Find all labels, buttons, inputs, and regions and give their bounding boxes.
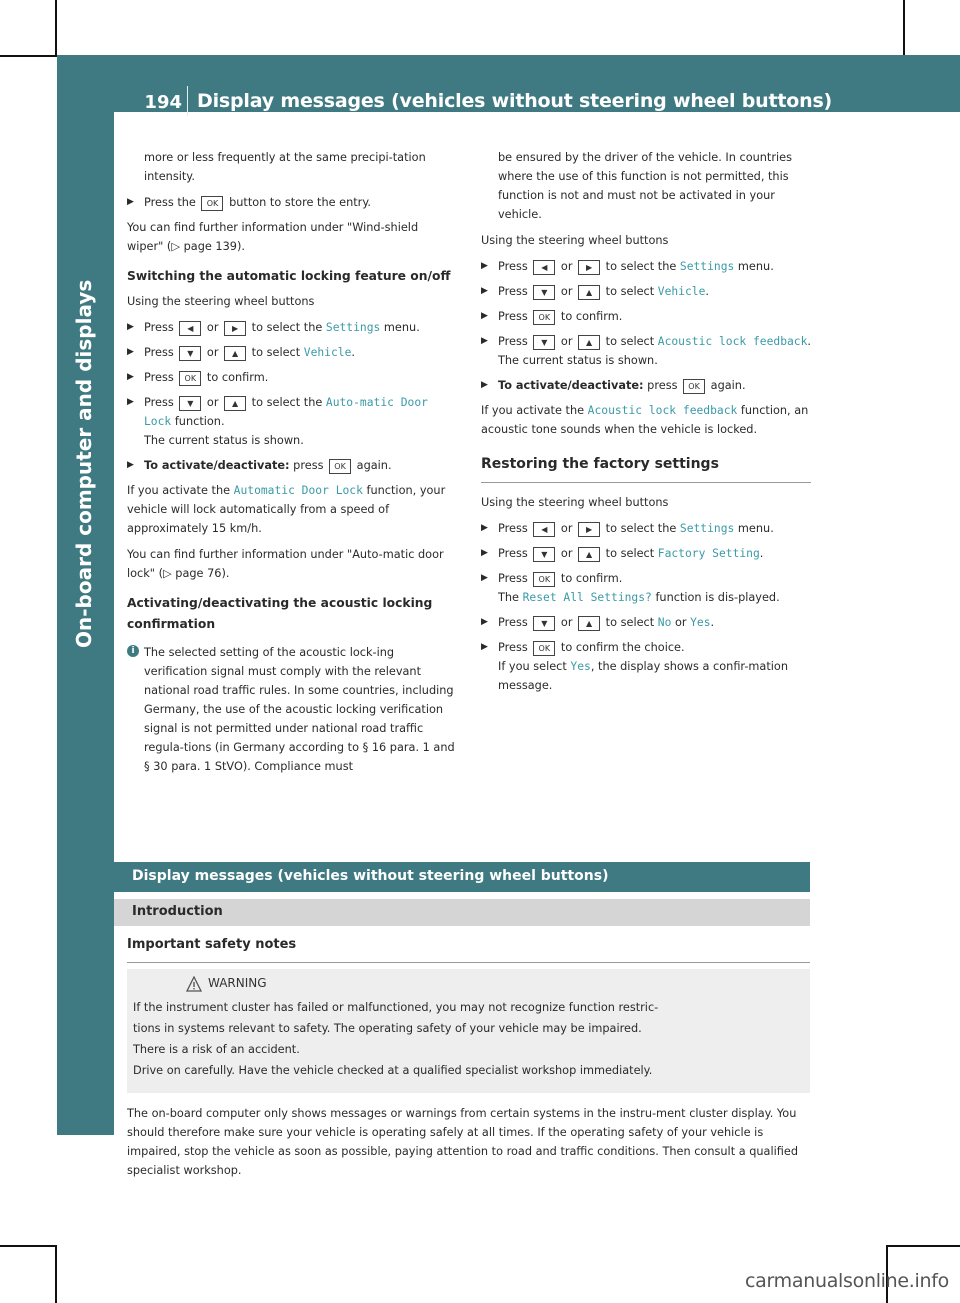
ok-key-icon: OK	[533, 641, 555, 656]
text: to select the	[605, 260, 677, 273]
page-title: Display messages (vehicles without steering wheel buttons)	[197, 90, 833, 112]
option-no: No	[657, 616, 672, 629]
up-key-icon: ▲	[578, 285, 600, 300]
warning-line: If the instrument cluster has failed or malfunctioned, you may not recognize function restric-	[133, 1001, 659, 1014]
text: To activate/deactivate:	[498, 379, 644, 392]
text: menu.	[737, 260, 774, 273]
arrow-icon: ▶	[481, 523, 488, 533]
crop-mark	[55, 1245, 57, 1303]
text: Press	[144, 321, 174, 334]
body-paragraph: The on-board computer only shows messages or warnings from certain systems in the instru-ment cluster display. You should therefore make sure your vehicle is operating safely at all times. If the operating safety of your vehicle is impaired, stop the vehicle as soon as possible, paying attention to road and traffic conditions. Then consult a qualified specialist workshop.	[127, 1107, 798, 1177]
text: Press	[144, 371, 174, 384]
text: Press	[498, 547, 528, 560]
ok-key-icon: OK	[533, 310, 555, 325]
arrow-icon: ▶	[127, 372, 134, 382]
crop-mark	[0, 55, 57, 57]
crop-mark	[55, 0, 57, 55]
step	[127, 343, 457, 362]
step	[127, 456, 457, 475]
step	[481, 544, 811, 563]
text: or	[560, 285, 573, 298]
text: press	[647, 379, 678, 392]
text: to confirm.	[560, 310, 623, 323]
paragraph: be ensured by the driver of the vehicle. In countries where the use of this function is not permitted, this function is not and must not be activated in your vehicle.	[498, 151, 792, 221]
text: If you activate the	[127, 484, 231, 497]
chapter-label: On-board computer and displays	[72, 279, 96, 648]
text: again.	[710, 379, 746, 392]
right-key-icon: ▶	[578, 260, 600, 275]
text: to select the	[605, 522, 677, 535]
text: Press	[498, 310, 528, 323]
arrow-icon: ▶	[481, 642, 488, 652]
text: Press	[498, 641, 528, 654]
paragraph	[127, 481, 457, 538]
right-key-icon: ▶	[578, 522, 600, 537]
paragraph: Using the steering wheel buttons	[127, 295, 315, 308]
text: press	[293, 459, 324, 472]
step	[127, 368, 457, 387]
warning-text	[133, 997, 803, 1081]
text: to confirm.	[560, 572, 623, 585]
crop-mark	[0, 1245, 57, 1247]
text: to confirm the choice.	[560, 641, 685, 654]
paragraph: You can find further information under "Wind-shield wiper" (▷ page 139).	[127, 221, 419, 253]
menu-name: Settings	[679, 260, 735, 273]
step	[127, 393, 457, 450]
crop-mark	[903, 0, 905, 55]
step	[481, 332, 811, 370]
text: To activate/deactivate:	[144, 459, 290, 472]
step	[481, 307, 811, 326]
arrow-icon: ▶	[481, 286, 488, 296]
paragraph	[481, 401, 811, 439]
right-key-icon: ▶	[224, 321, 246, 336]
menu-name: Vehicle	[303, 346, 352, 359]
text: or	[674, 616, 687, 629]
text: function, an acoustic tone sounds when the vehicle is locked.	[481, 404, 809, 436]
ok-key-icon: OK	[201, 196, 223, 211]
arrow-icon: ▶	[481, 380, 488, 390]
text: function is dis-played.	[655, 591, 780, 604]
text: Press	[498, 572, 528, 585]
watermark: carmanualsonline.info	[745, 1270, 949, 1292]
function-name: Acoustic lock feedback	[587, 404, 738, 417]
text: to select	[251, 346, 301, 359]
text: or	[560, 616, 573, 629]
section-banner-title: Display messages (vehicles without steering wheel buttons)	[132, 868, 609, 884]
arrow-icon: ▶	[127, 322, 134, 332]
step	[481, 638, 811, 695]
step	[481, 257, 811, 276]
text: Press	[144, 396, 174, 409]
text: to select	[605, 547, 655, 560]
text: or	[560, 522, 573, 535]
left-key-icon: ◀	[533, 522, 555, 537]
crop-mark	[886, 1245, 960, 1247]
paragraph: more or less frequently at the same precipi-tation intensity.	[144, 151, 426, 183]
text: or	[560, 335, 573, 348]
text: button to store the entry.	[229, 196, 371, 209]
info-note	[127, 643, 457, 776]
left-key-icon: ◀	[533, 260, 555, 275]
arrow-icon: ▶	[127, 397, 134, 407]
function-name: Auto-matic Door Lock	[144, 396, 428, 428]
arrow-icon: ▶	[127, 347, 134, 357]
text: .	[759, 547, 764, 560]
text: or	[206, 321, 219, 334]
warning-line: Drive on carefully. Have the vehicle checked at a qualified specialist workshop immediately.	[133, 1064, 653, 1077]
step	[481, 613, 811, 632]
down-key-icon: ▼	[179, 346, 201, 361]
function-name: Reset All Settings?	[522, 591, 652, 604]
text: Press	[498, 335, 528, 348]
text: If you activate the	[481, 404, 585, 417]
header-divider	[187, 86, 188, 116]
text: The selected setting of the acoustic lock-ing verification signal must comply with the relevant national road traffic rules. In some countries, including Germany, the use of the acoustic locking verification signal is not permitted under national road traffic regula-tions (in Germany according to § 16 para. 1 and § 30 para. 1 StVO). Compliance must	[144, 646, 455, 773]
text: to select the	[251, 396, 323, 409]
arrow-icon: ▶	[481, 336, 488, 346]
step	[127, 318, 457, 337]
arrow-icon: ▶	[481, 311, 488, 321]
text: or	[560, 547, 573, 560]
down-key-icon: ▼	[533, 616, 555, 631]
paragraph: Using the steering wheel buttons	[481, 234, 669, 247]
up-key-icon: ▲	[224, 346, 246, 361]
warning-line: There is a risk of an accident.	[133, 1043, 300, 1056]
text: .	[710, 616, 715, 629]
status-text: The current status is shown.	[498, 354, 658, 367]
step	[481, 376, 811, 395]
page-number: 194	[144, 92, 182, 113]
arrow-icon: ▶	[481, 261, 488, 271]
arrow-icon: ▶	[481, 573, 488, 583]
text: menu.	[383, 321, 420, 334]
up-key-icon: ▲	[224, 396, 246, 411]
text: .	[807, 335, 811, 348]
divider	[127, 962, 810, 963]
text: or	[560, 260, 573, 273]
heading: Activating/deactivating the acoustic locking confirmation	[127, 596, 433, 631]
ok-key-icon: OK	[329, 459, 351, 474]
text: or	[206, 396, 219, 409]
down-key-icon: ▼	[533, 547, 555, 562]
text: Press the	[144, 196, 196, 209]
option-yes: Yes	[570, 660, 591, 673]
subsection-title: Introduction	[132, 904, 223, 919]
text: to confirm.	[206, 371, 269, 384]
heading: Important safety notes	[127, 937, 297, 952]
text: to select	[605, 616, 655, 629]
column-right	[481, 148, 811, 701]
down-key-icon: ▼	[533, 335, 555, 350]
text: Press	[144, 346, 174, 359]
paragraph: Using the steering wheel buttons	[481, 496, 669, 509]
text: Press	[498, 285, 528, 298]
down-key-icon: ▼	[179, 396, 201, 411]
arrow-icon: ▶	[481, 548, 488, 558]
menu-name: Settings	[679, 522, 735, 535]
up-key-icon: ▲	[578, 616, 600, 631]
text: , the display shows a confir-mation message.	[498, 660, 788, 692]
column-left	[127, 148, 457, 784]
function-name: Automatic Door Lock	[233, 484, 363, 497]
warning-triangle-icon	[186, 976, 202, 992]
option-yes: Yes	[690, 616, 711, 629]
text: If you select	[498, 660, 567, 673]
text: again.	[356, 459, 392, 472]
warning-line: tions in systems relevant to safety. The operating safety of your vehicle may be impaired.	[133, 1022, 642, 1035]
menu-name: Vehicle	[657, 285, 706, 298]
step	[481, 282, 811, 301]
text: Press	[498, 616, 528, 629]
step	[481, 569, 811, 607]
step	[127, 193, 457, 212]
paragraph: You can find further information under "Auto-matic door lock" (▷ page 76).	[127, 548, 444, 580]
heading: Switching the automatic locking feature on/off	[127, 269, 451, 283]
text: Press	[498, 522, 528, 535]
text: The	[498, 591, 520, 604]
warning-heading: WARNING	[208, 976, 267, 990]
step	[481, 519, 811, 538]
text: .	[351, 346, 355, 359]
up-key-icon: ▲	[578, 547, 600, 562]
text: function.	[174, 415, 225, 428]
ok-key-icon: OK	[683, 379, 705, 394]
text: to select the	[251, 321, 323, 334]
function-name: Acoustic lock feedback	[657, 335, 808, 348]
text: Press	[498, 260, 528, 273]
menu-name: Settings	[325, 321, 381, 334]
ok-key-icon: OK	[179, 371, 201, 386]
section-heading: Restoring the factory settings	[481, 455, 811, 483]
arrow-icon: ▶	[481, 617, 488, 627]
up-key-icon: ▲	[578, 335, 600, 350]
status-text: The current status is shown.	[144, 434, 304, 447]
text: menu.	[737, 522, 774, 535]
function-name: Factory Setting	[657, 547, 760, 560]
text: function, your vehicle will lock automatically from a speed of approximately 15 km/h.	[127, 484, 446, 535]
text: or	[206, 346, 219, 359]
ok-key-icon: OK	[533, 572, 555, 587]
text: .	[705, 285, 709, 298]
arrow-icon: ▶	[127, 197, 134, 207]
down-key-icon: ▼	[533, 285, 555, 300]
info-icon: i	[127, 645, 139, 657]
text: to select	[605, 285, 655, 298]
text: to select	[605, 335, 655, 348]
arrow-icon: ▶	[127, 460, 134, 470]
left-key-icon: ◀	[179, 321, 201, 336]
